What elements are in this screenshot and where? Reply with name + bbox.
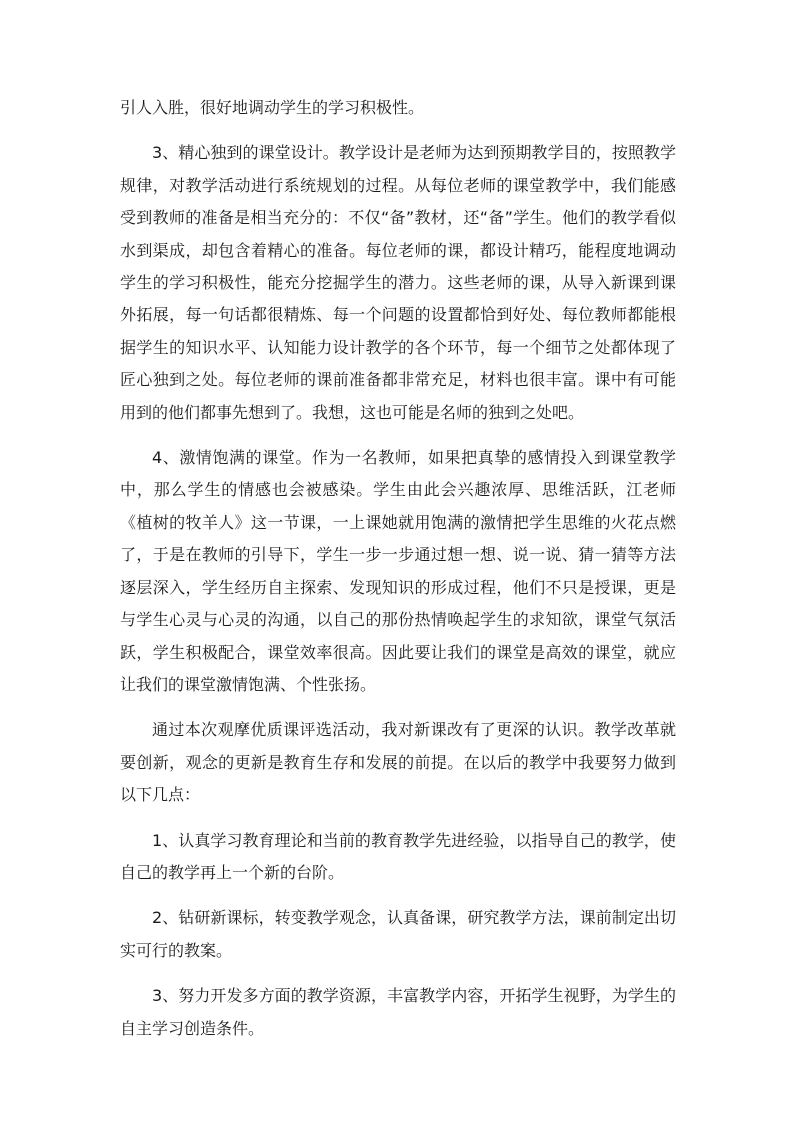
- paragraph-reflection: 通过本次观摩优质课评选活动，我对新课改有了更深的认识。教学改革就要创新，观念的更新是教育生存和发展的前提。在以后的教学中我要努力做到以下几点：: [120, 720, 676, 805]
- paragraph-continuation: 引人入胜，很好地调动学生的学习积极性。: [120, 98, 425, 117]
- paragraph-classroom-design: 3、精心独到的课堂设计。教学设计是老师为达到预期教学目的，按照教学规律，对教学活动进行系统规划的过程。从每位老师的课堂教学中，我们能感受到教师的准备是相当充分的：不仅“备”教材，还“备”学生。他们的教学看似水到渠成，却包含着精心的准备。每位老师的课，都设计精巧，能程度地调动学生的学习积极性，能充分挖掘学生的潜力。这些老师的课，从导入新课到课外拓展，每一句话都很精炼、每一个问题的设置都恰到好处、每位教师都能根据学生的知识水平、认知能力设计教学的各个环节，每一个细节之处都体现了匠心独到之处。每位老师的课前准备都非常充足，材料也很丰富。课中有可能用到的他们都事先想到了。我想，这也可能是名师的独到之处吧。: [120, 143, 676, 422]
- paragraph-goal-3: 3、努力开发多方面的教学资源，丰富教学内容，开拓学生视野，为学生的自主学习创造条件。: [120, 986, 676, 1038]
- paragraph-goal-1: 1、认真学习教育理论和当前的教育教学先进经验，以指导自己的教学，使自己的教学再上一个新的台阶。: [120, 830, 676, 882]
- paragraph-passionate-classroom: 4、激情饱满的课堂。作为一名教师，如果把真挚的感情投入到课堂教学中，那么学生的情感也会被感染。学生由此会兴趣浓厚、思维活跃，江老师《植树的牧羊人》这一节课，一上课她就用饱满的激情把学生思维的火花点燃了，于是在教师的引导下，学生一步一步通过想一想、说一说、猜一猜等方法逐层深入，学生经历自主探索、发现知识的形成过程，他们不只是授课，更是与学生心灵与心灵的沟通，以自己的那份热情唤起学生的求知欲，课堂气氛活跃，学生积极配合，课堂效率很高。因此要让我们的课堂是高效的课堂，就应让我们的课堂激情饱满、个性张扬。: [120, 448, 676, 694]
- document-body: [120, 92, 676, 1058]
- paragraph-goal-2: 2、钻研新课标，转变教学观念，认真备课，研究教学方法，课前制定出切实可行的教案。: [120, 908, 676, 960]
